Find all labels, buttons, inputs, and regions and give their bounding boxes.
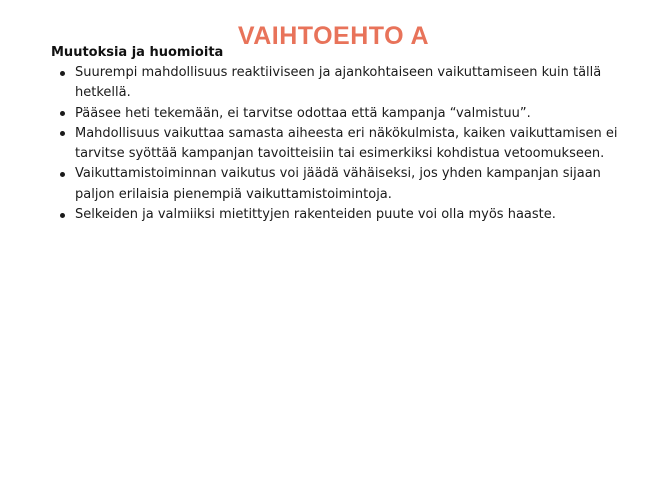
bullet-text: Selkeiden ja valmiiksi mietittyjen rakenteiden puute voi olla myös haaste. xyxy=(75,207,556,223)
bullet-dot-icon xyxy=(60,172,65,177)
bullet-text: Suurempi mahdollisuus reaktiiviseen ja ajankohtaiseen vaikuttamiseen kuin tällä hetkellä. xyxy=(75,65,602,101)
bullet-text: Vaikuttamistoiminnan vaikutus voi jäädä vähäiseksi, jos yhden kampanjan sijaan paljon erilaisia pienempiä vaikuttamistoimintoja. xyxy=(75,166,601,202)
bullet-item xyxy=(51,63,621,104)
section-heading: Muutoksia ja huomioita xyxy=(51,45,224,60)
bullet-dot-icon xyxy=(60,131,65,136)
bullet-dot-icon xyxy=(60,213,65,218)
bullet-item xyxy=(51,164,621,205)
bullet-text: Pääsee heti tekemään, ei tarvitse odottaa että kampanja “valmistuu”. xyxy=(75,105,531,121)
bullet-dot-icon xyxy=(60,111,65,116)
bullet-dot-icon xyxy=(60,71,65,76)
bullet-list xyxy=(51,63,621,225)
bullet-item xyxy=(51,205,621,225)
bullet-item xyxy=(51,124,621,165)
bullet-item xyxy=(51,104,621,124)
slide-title: VAIHTOEHTO A xyxy=(237,22,430,50)
bullet-text: Mahdollisuus vaikuttaa samasta aiheesta eri näkökulmista, kaiken vaikuttamisen ei tarvitse syöttää kampanjan tavoitteisiin tai esimerkiksi kohdistua vetoomukseen. xyxy=(75,125,618,162)
